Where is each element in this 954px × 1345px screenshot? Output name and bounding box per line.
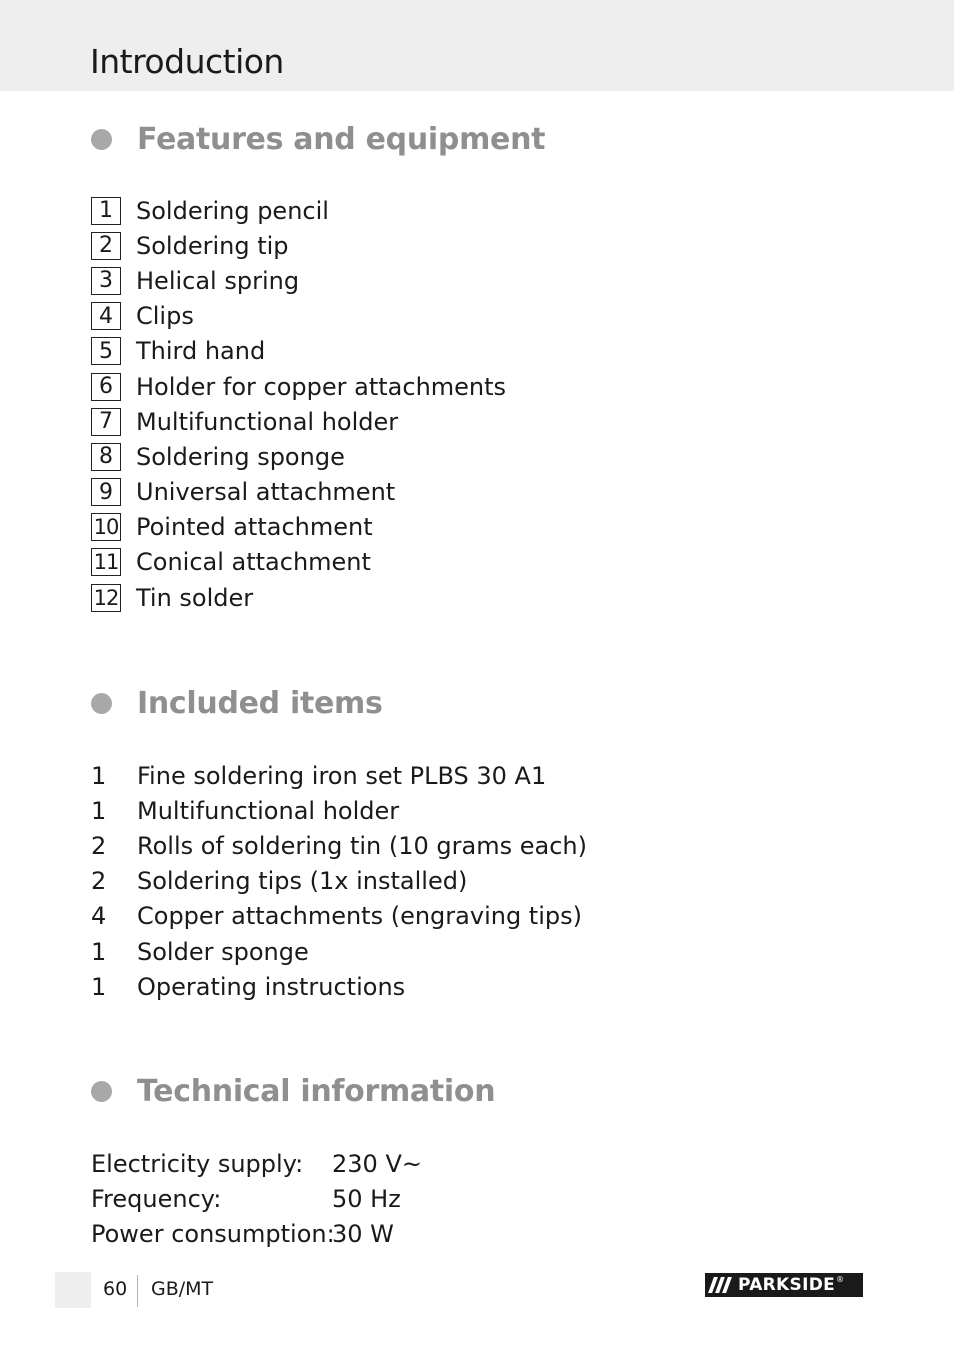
- list-item: [91, 934, 587, 969]
- item-label: Soldering sponge: [136, 442, 345, 471]
- features-list: [91, 193, 506, 615]
- item-label: Soldering tips (1x installed): [137, 867, 468, 896]
- registered-mark: ®: [836, 1275, 845, 1284]
- item-label: Solder sponge: [137, 937, 309, 966]
- list-item: [91, 334, 506, 369]
- item-number: 5: [91, 337, 121, 365]
- item-number: 7: [91, 408, 121, 436]
- spec-value: 50 Hz: [332, 1184, 401, 1213]
- item-label: Soldering pencil: [136, 196, 329, 225]
- item-number: 9: [91, 478, 121, 506]
- spec-label: Electricity supply:: [91, 1149, 304, 1178]
- list-item: [91, 299, 506, 334]
- features-heading-text: Features and equipment: [137, 121, 546, 157]
- item-label: Clips: [136, 302, 194, 331]
- page-number: 60: [103, 1278, 128, 1300]
- item-label: Universal attachment: [136, 478, 396, 507]
- item-label: Tin solder: [136, 583, 254, 612]
- list-item: [91, 510, 506, 545]
- list-item: [91, 545, 506, 580]
- item-number: 11: [91, 548, 121, 576]
- list-item: [91, 864, 587, 899]
- item-number: 6: [91, 373, 121, 401]
- item-label: Helical spring: [136, 266, 300, 295]
- spec-label: Power consumption:: [91, 1219, 335, 1248]
- brand-logo: [705, 1273, 863, 1297]
- item-quantity: 1: [91, 937, 107, 966]
- bullet-icon: [91, 1081, 112, 1102]
- item-label: Copper attachments (engraving tips): [137, 902, 582, 931]
- table-row: [91, 1146, 422, 1181]
- included-heading-text: Included items: [137, 685, 383, 721]
- list-item: [91, 899, 587, 934]
- bullet-icon: [91, 129, 112, 150]
- item-label: Multifunctional holder: [136, 407, 399, 436]
- item-number: 4: [91, 302, 121, 330]
- list-item: [91, 439, 506, 474]
- spec-label: Frequency:: [91, 1184, 222, 1213]
- technical-heading: [91, 1071, 495, 1111]
- item-quantity: 2: [91, 867, 107, 896]
- item-label: Third hand: [136, 337, 266, 366]
- bullet-icon: [91, 693, 112, 714]
- item-quantity: 1: [91, 796, 107, 825]
- list-item: [91, 228, 506, 263]
- footer-marker: [55, 1272, 91, 1308]
- list-item: [91, 758, 587, 793]
- item-label: Multifunctional holder: [137, 796, 400, 825]
- list-item: [91, 580, 506, 615]
- region-code: GB/MT: [151, 1278, 214, 1300]
- list-item: [91, 969, 587, 1004]
- brand-name: PARKSIDE: [738, 1275, 836, 1295]
- features-heading: [91, 119, 545, 159]
- included-heading: [91, 683, 383, 723]
- included-list: [91, 758, 587, 1004]
- technical-heading-text: Technical information: [137, 1073, 496, 1109]
- item-quantity: 1: [91, 972, 107, 1001]
- page-title: Introduction: [90, 42, 284, 81]
- item-number: 3: [91, 267, 121, 295]
- list-item: [91, 263, 506, 298]
- item-label: Rolls of soldering tin (10 grams each): [137, 831, 587, 860]
- item-number: 12: [91, 584, 121, 612]
- spec-value: 30 W: [332, 1219, 394, 1248]
- item-number: 2: [91, 232, 121, 260]
- list-item: [91, 193, 506, 228]
- list-item: [91, 369, 506, 404]
- table-row: [91, 1216, 422, 1251]
- item-quantity: 4: [91, 902, 107, 931]
- spec-value: 230 V~: [332, 1149, 422, 1178]
- item-label: Soldering tip: [136, 231, 289, 260]
- list-item: [91, 828, 587, 863]
- item-quantity: 2: [91, 831, 107, 860]
- table-row: [91, 1181, 422, 1216]
- footer-divider: [137, 1275, 138, 1307]
- item-number: 10: [91, 513, 121, 541]
- item-label: Fine soldering iron set PLBS 30 A1: [137, 761, 547, 790]
- list-item: [91, 793, 587, 828]
- item-label: Operating instructions: [137, 972, 406, 1001]
- item-label: Conical attachment: [136, 548, 371, 577]
- logo-stripes-icon: [711, 1273, 732, 1297]
- list-item: [91, 404, 506, 439]
- technical-table: [91, 1146, 422, 1251]
- item-number: 8: [91, 443, 121, 471]
- item-label: Pointed attachment: [136, 513, 373, 542]
- header-band: [0, 0, 954, 91]
- item-quantity: 1: [91, 761, 107, 790]
- item-label: Holder for copper attachments: [136, 372, 507, 401]
- list-item: [91, 475, 506, 510]
- item-number: 1: [91, 197, 121, 225]
